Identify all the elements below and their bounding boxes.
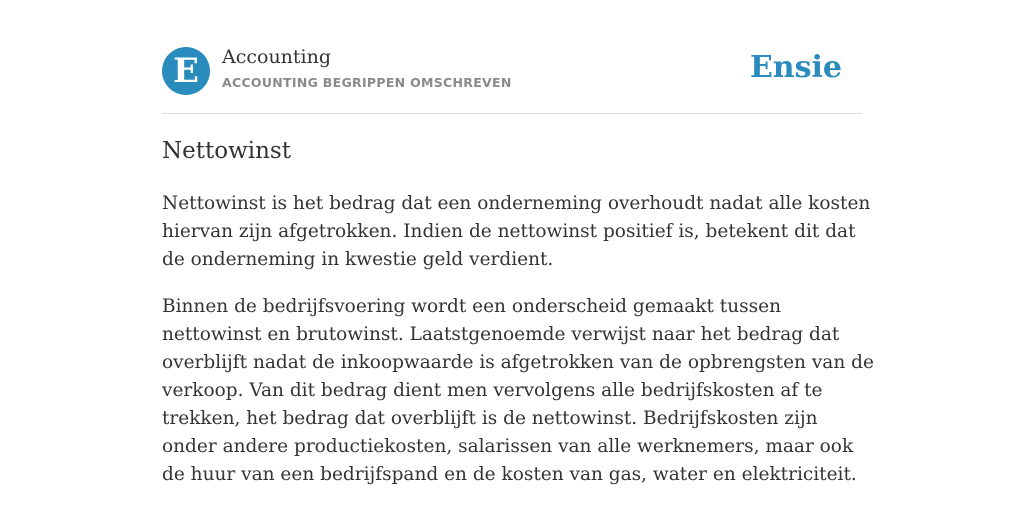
site-logo[interactable]: E <box>162 47 210 95</box>
site-header <box>162 0 862 114</box>
article-paragraph: Binnen de bedrijfsvoering wordt een onderscheid gemaakt tussen nettowinst en brutowinst. Laatstgenoemde verwijst naar het bedrag dat overblijft nadat de inkoopwaarde is afgetrokken van de opbrengsten van de verkoop. Van dit bedrag dient men vervolgens alle bedrijfskosten af te trekken, het bedrag dat overblijft is de nettowinst. Bedrijfskosten zijn onder andere productiekosten, salarissen van alle werknemers, maar ook de huur van een bedrijfspand en de kosten van gas, water en elektriciteit. <box>162 296 874 485</box>
brand-logo[interactable]: Ensie <box>749 50 842 85</box>
article-paragraph: Nettowinst is het bedrag dat een onderneming overhoudt nadat alle kosten hiervan zijn afgetrokken. Indien de nettowinst positief is, betekent dit dat de onderneming in kwestie geld verdient. <box>162 193 871 270</box>
article-title: Nettowinst <box>162 138 291 164</box>
site-subtitle: ACCOUNTING BEGRIPPEN OMSCHREVEN <box>222 75 512 90</box>
page-container <box>162 0 874 485</box>
site-title[interactable]: Accounting <box>222 46 332 68</box>
